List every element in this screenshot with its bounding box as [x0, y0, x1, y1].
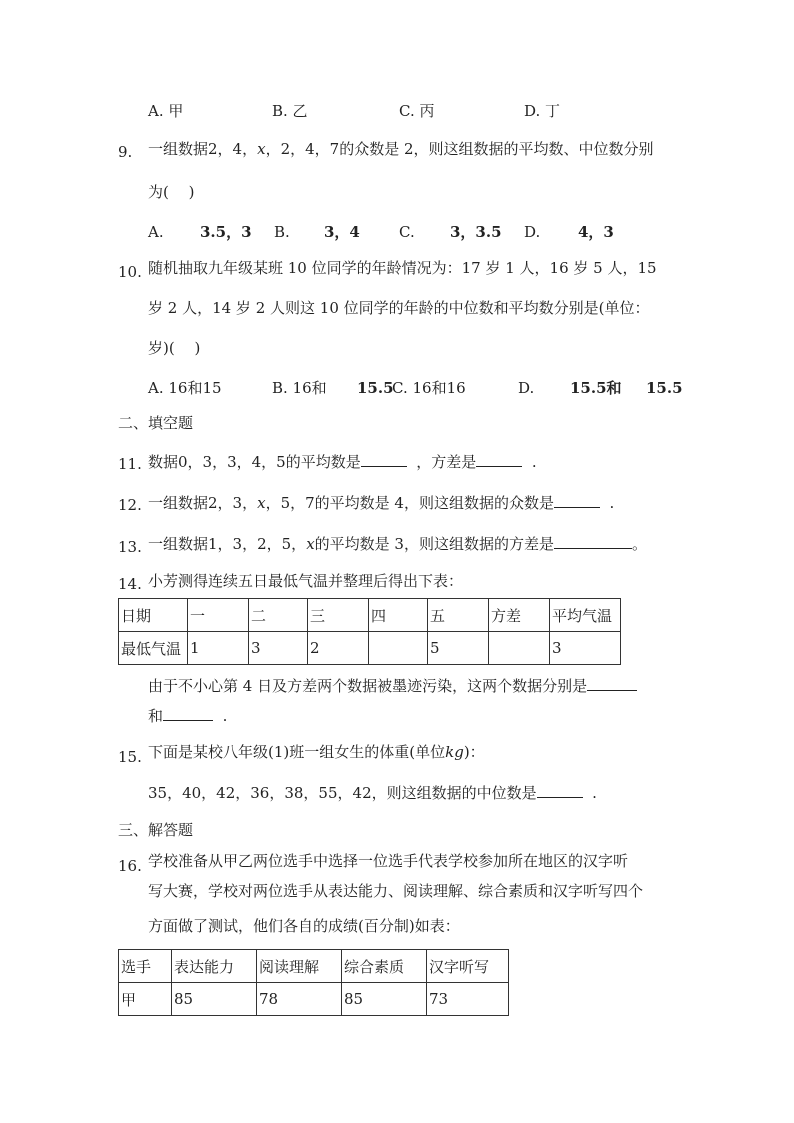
q14-blank-variance [163, 706, 213, 721]
table-cell: 表达能力 [172, 950, 257, 983]
q10-option-b-text: B. 16和 [272, 379, 327, 397]
table-cell: 综合素质 [342, 950, 427, 983]
q16-stem-line1: 学校准备从甲乙两位选手中选择一位选手代表学校参加所在地区的汉字听 [148, 852, 629, 870]
q8-option-c: C. 丙 [399, 102, 435, 120]
q14-after-period: . [222, 707, 228, 725]
q10-option-c: C. 16和16 [392, 379, 466, 397]
q10-option-d-letter: D. [518, 379, 535, 397]
q9-option-a-value: 3.5，3 [200, 223, 252, 241]
q10-stem-line3: 岁)( ) [148, 339, 201, 357]
q9-option-a-letter: A. [148, 223, 164, 241]
q16-number: 16. [118, 857, 142, 875]
table-cell: 平均气温 [550, 599, 621, 632]
q13-blank-variance [554, 534, 632, 549]
table-cell: 73 [427, 983, 509, 1016]
q15-stem-line2 [148, 783, 597, 803]
q14-temperature-table [118, 598, 621, 665]
q9-number: 9. [118, 143, 133, 161]
q15-data-text: 35，40，42，36，38，55，42，则这组数据的中位数是 [148, 784, 537, 802]
q13-var-x: x [306, 535, 315, 553]
table-cell: 3 [249, 632, 308, 665]
q10-option-b-value: 15.5 [357, 379, 394, 397]
table-cell: 汉字听写 [427, 950, 509, 983]
table-row [119, 599, 621, 632]
q9-stem-line1 [148, 139, 654, 159]
q16-stem-line2: 写大赛，学校对两位选手从表达能力、阅读理解、综合素质和汉字听写四个 [148, 882, 644, 900]
q12-text-b: ，5，7的平均数是 4，则这组数据的众数是 [265, 494, 554, 512]
q11-text-b: ，方差是 [416, 453, 477, 471]
table-cell: 方差 [489, 599, 550, 632]
q9-text-a: 一组数据2，4， [148, 140, 258, 158]
q15-number: 15. [118, 748, 142, 766]
table-cell [489, 632, 550, 665]
q15-stem-line1 [148, 742, 485, 762]
q11-text-c: . [531, 453, 537, 471]
q10-stem-line1: 随机抽取九年级某班 10 位同学的年龄情况为：17 岁 1 人，16 岁 5 人，15 [148, 259, 657, 277]
q15-unit: kg [445, 743, 464, 761]
q14-after-line2 [148, 706, 227, 726]
q15-text-a: 下面是某校八年级(1)班一组女生的体重(单位 [148, 743, 446, 761]
q14-after-text: 由于不小心第 4 日及方差两个数据被墨迹污染，这两个数据分别是 [148, 677, 588, 695]
table-row [119, 632, 621, 665]
table-cell: 2 [308, 632, 369, 665]
q15-period: . [592, 784, 597, 802]
q13-text-c: 。 [631, 535, 647, 553]
q9-option-b-letter: B. [274, 223, 290, 241]
q16-stem-line3: 方面做了测试，他们各自的成绩(百分制)如表： [148, 917, 460, 935]
q14-number: 14. [118, 575, 142, 593]
table-row [119, 983, 509, 1016]
q11-number: 11. [118, 455, 142, 473]
q11-stem [148, 452, 537, 472]
q10-option-a: A. 16和15 [148, 379, 222, 397]
table-cell: 甲 [119, 983, 172, 1016]
section-fill-in-heading: 二、填空题 [118, 414, 194, 432]
q12-text-c: . [609, 494, 615, 512]
q9-option-c-letter: C. [399, 223, 415, 241]
section-answer-heading: 三、解答题 [118, 821, 194, 839]
q15-blank-median [537, 783, 583, 798]
q13-text-a: 一组数据1，3，2，5， [148, 535, 307, 553]
table-cell: 1 [188, 632, 249, 665]
q13-stem [148, 534, 647, 554]
q9-option-d-value: 4，3 [578, 223, 614, 241]
q14-after-line1 [148, 676, 637, 696]
q14-after-and: 和 [148, 707, 164, 725]
q9-option-c-value: 3，3.5 [450, 223, 502, 241]
q13-number: 13. [118, 538, 142, 556]
q9-option-d-letter: D. [524, 223, 541, 241]
table-cell: 最低气温 [119, 632, 188, 665]
q11-blank-variance [476, 452, 522, 467]
table-cell: 五 [428, 599, 489, 632]
table-cell: 选手 [119, 950, 172, 983]
q12-number: 12. [118, 496, 142, 514]
table-cell: 85 [342, 983, 427, 1016]
table-cell: 日期 [119, 599, 188, 632]
q9-stem-line2: 为( ) [148, 183, 195, 201]
q12-blank-mode [554, 493, 600, 508]
q11-text-a: 数据0，3，3，4，5的平均数是 [148, 453, 361, 471]
q10-option-d-value2: 15.5 [646, 379, 683, 397]
table-row [119, 950, 509, 983]
q12-var-x: x [257, 494, 266, 512]
q8-option-a: A. 甲 [148, 102, 184, 120]
q8-option-d: D. 丁 [524, 102, 561, 120]
table-cell: 3 [550, 632, 621, 665]
q10-number: 10. [118, 263, 142, 281]
q11-blank-mean [361, 452, 407, 467]
q9-option-b-value: 3，4 [324, 223, 360, 241]
table-cell: 78 [257, 983, 342, 1016]
table-cell: 一 [188, 599, 249, 632]
table-cell: 85 [172, 983, 257, 1016]
table-cell: 阅读理解 [257, 950, 342, 983]
q10-stem-line2: 岁 2 人，14 岁 2 人则这 10 位同学的年龄的中位数和平均数分别是(单位： [148, 299, 650, 317]
q8-option-b: B. 乙 [272, 102, 308, 120]
q9-var-x: x [257, 140, 266, 158]
q12-text-a: 一组数据2，3， [148, 494, 258, 512]
q14-stem: 小芳测得连续五日最低气温并整理后得出下表： [148, 572, 464, 590]
table-cell: 四 [369, 599, 428, 632]
q16-score-table [118, 949, 509, 1016]
q12-stem [148, 493, 614, 513]
table-cell: 5 [428, 632, 489, 665]
q10-option-d-value1: 15.5和 [570, 379, 622, 397]
q9-text-b: ，2，4，7的众数是 2，则这组数据的平均数、中位数分别 [265, 140, 654, 158]
q14-blank-day4 [587, 676, 637, 691]
table-cell [369, 632, 428, 665]
table-cell: 三 [308, 599, 369, 632]
q13-text-b: 的平均数是 3，则这组数据的方差是 [314, 535, 554, 553]
q15-text-b: )： [463, 743, 485, 761]
table-cell: 二 [249, 599, 308, 632]
